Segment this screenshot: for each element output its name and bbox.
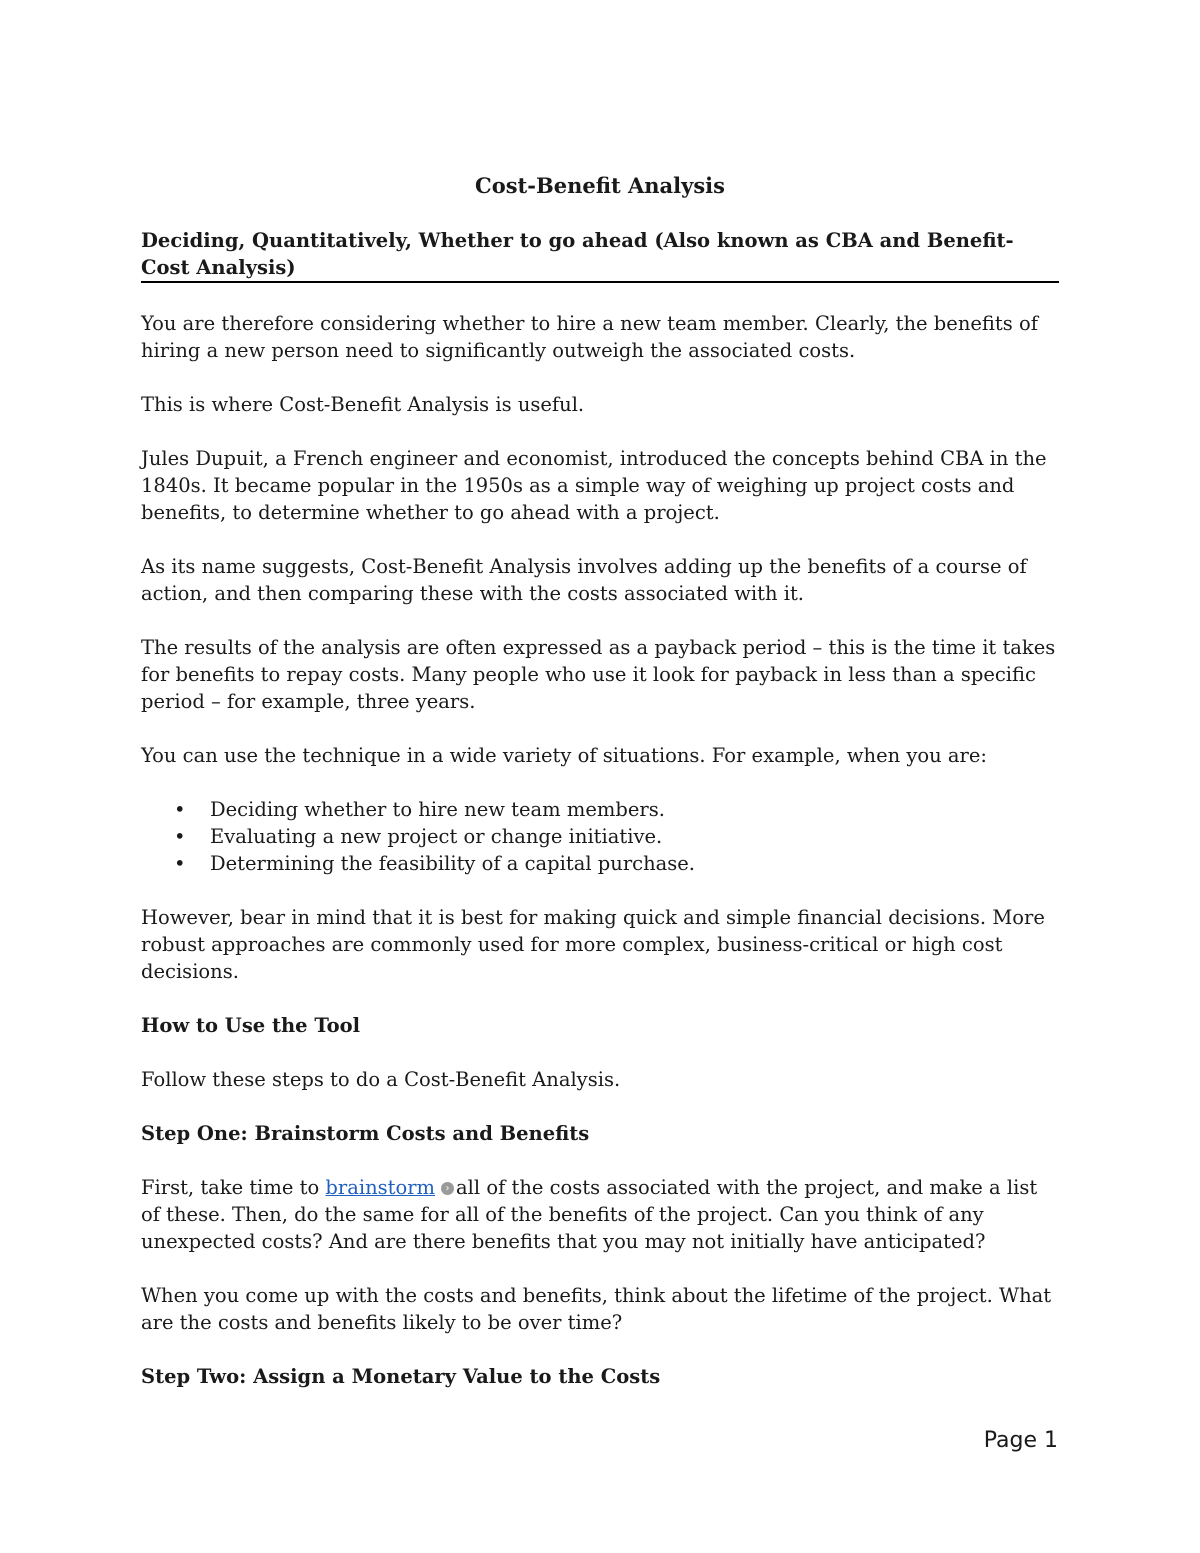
- page-title: Cost-Benefit Analysis: [475, 173, 725, 198]
- paragraph-step-one: [141, 1174, 1059, 1255]
- list-item-text: Determining the feasibility of a capital purchase.: [210, 852, 695, 875]
- list-item: [141, 796, 1059, 823]
- paragraph-step-one-lifetime: When you come up with the costs and benefits, think about the lifetime of the project. What are the costs and benefits likely to be over time?: [141, 1284, 1052, 1334]
- list-item-text: Deciding whether to hire new team members.: [210, 798, 665, 821]
- paragraph-definition: As its name suggests, Cost-Benefit Analysis involves adding up the benefits of a course of action, and then comparing these with the costs associated with it.: [141, 555, 1027, 605]
- brainstorm-link[interactable]: brainstorm: [325, 1176, 436, 1199]
- paragraph-intro: You are therefore considering whether to hire a new team member. Clearly, the benefits of hiring a new person need to significantly outweigh the associated costs.: [141, 312, 1038, 362]
- situations-list: [141, 796, 1059, 877]
- list-item: [141, 823, 1059, 850]
- page-number: Page 1: [983, 1428, 1058, 1453]
- paragraph-situations: You can use the technique in a wide variety of situations. For example, when you are:: [141, 744, 987, 767]
- subtitle-divider: [141, 281, 1059, 283]
- step-one-text-end: all of the costs associated with the project, and make a list of these. Then, do the same for all of the benefits of the project. Can you think of any unexpected costs? And are there benefits that you may not initially have anticipated?: [141, 1176, 1038, 1253]
- document-subtitle: Deciding, Quantitatively, Whether to go ahead (Also known as CBA and Benefit-Cost Analysis): [141, 229, 1014, 279]
- paragraph-payback: The results of the analysis are often expressed as a payback period – this is the time it takes for benefits to repay costs. Many people who use it look for payback in less than a specific period – for example, three years.: [141, 636, 1056, 713]
- step-one-text-start: First, take time to: [141, 1176, 326, 1199]
- list-item: [141, 850, 1059, 877]
- info-circle-icon[interactable]: ›: [441, 1182, 454, 1195]
- heading-how-to-use: How to Use the Tool: [141, 1014, 361, 1037]
- document-body: [141, 170, 1059, 1417]
- heading-step-one: Step One: Brainstorm Costs and Benefits: [141, 1122, 590, 1145]
- paragraph-steps-intro: Follow these steps to do a Cost-Benefit Analysis.: [141, 1068, 621, 1091]
- bullet-icon: •: [174, 825, 186, 848]
- heading-step-two: Step Two: Assign a Monetary Value to the Costs: [141, 1365, 661, 1388]
- paragraph-history: Jules Dupuit, a French engineer and economist, introduced the concepts behind CBA in the 1840s. It became popular in the 1950s as a simple way of weighing up project costs and benefits, to determine whether to go ahead with a project.: [141, 447, 1047, 524]
- paragraph-usefulness: This is where Cost-Benefit Analysis is useful.: [141, 393, 585, 416]
- bullet-icon: •: [174, 852, 186, 875]
- bullet-icon: •: [174, 798, 186, 821]
- list-item-text: Evaluating a new project or change initiative.: [210, 825, 663, 848]
- paragraph-caveat: However, bear in mind that it is best for making quick and simple financial decisions. More robust approaches are commonly used for more complex, business-critical or high cost decisions.: [141, 906, 1045, 983]
